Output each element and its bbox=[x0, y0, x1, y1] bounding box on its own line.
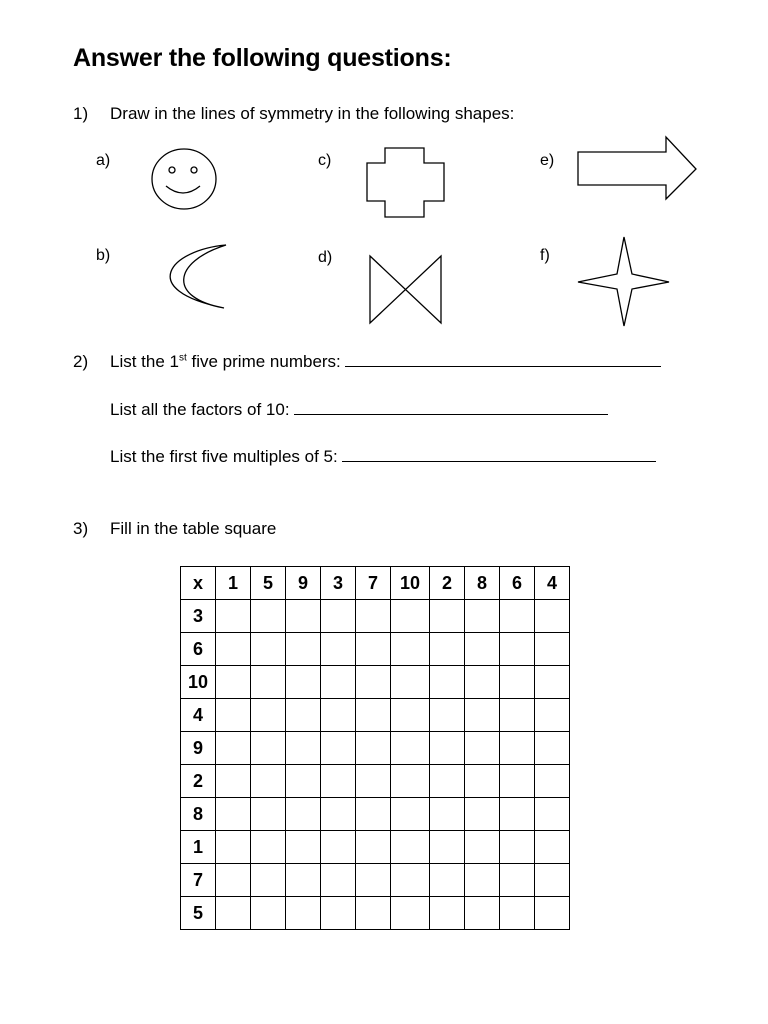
answer-cell[interactable] bbox=[465, 633, 500, 666]
answer-cell[interactable] bbox=[391, 831, 430, 864]
row-header: 6 bbox=[181, 633, 216, 666]
answer-cell[interactable] bbox=[321, 732, 356, 765]
answer-cell[interactable] bbox=[321, 699, 356, 732]
answer-cell[interactable] bbox=[465, 765, 500, 798]
row-header: 4 bbox=[181, 699, 216, 732]
answer-cell[interactable] bbox=[321, 831, 356, 864]
column-header: 4 bbox=[535, 567, 570, 600]
prime-numbers-answer-blank[interactable] bbox=[345, 352, 661, 367]
answer-cell[interactable] bbox=[286, 732, 321, 765]
shape-label-a: a) bbox=[96, 152, 111, 169]
question-1-text: Draw in the lines of symmetry in the following shapes: bbox=[110, 104, 515, 123]
row-header: 7 bbox=[181, 864, 216, 897]
table-row bbox=[181, 864, 570, 897]
answer-cell[interactable] bbox=[465, 666, 500, 699]
answer-cell[interactable] bbox=[535, 897, 570, 930]
answer-cell[interactable] bbox=[356, 831, 391, 864]
answer-cell[interactable] bbox=[216, 732, 251, 765]
answer-cell[interactable] bbox=[500, 798, 535, 831]
column-header: 9 bbox=[286, 567, 321, 600]
answer-cell[interactable] bbox=[430, 831, 465, 864]
answer-cell[interactable] bbox=[251, 765, 286, 798]
answer-cell[interactable] bbox=[391, 600, 430, 633]
answer-cell[interactable] bbox=[251, 600, 286, 633]
answer-cell[interactable] bbox=[535, 633, 570, 666]
answer-cell[interactable] bbox=[391, 897, 430, 930]
answer-cell[interactable] bbox=[216, 600, 251, 633]
answer-cell[interactable] bbox=[356, 600, 391, 633]
prime-numbers-label-prefix: List the 1 bbox=[110, 352, 179, 371]
answer-cell[interactable] bbox=[500, 600, 535, 633]
row-header: 8 bbox=[181, 798, 216, 831]
factors-label: List all the factors of 10: bbox=[110, 400, 290, 419]
answer-cell[interactable] bbox=[251, 831, 286, 864]
answer-cell[interactable] bbox=[216, 633, 251, 666]
answer-cell[interactable] bbox=[216, 897, 251, 930]
column-header: 2 bbox=[430, 567, 465, 600]
question-1-number: 1) bbox=[73, 104, 89, 123]
answer-cell[interactable] bbox=[321, 798, 356, 831]
answer-cell[interactable] bbox=[465, 699, 500, 732]
answer-cell[interactable] bbox=[286, 600, 321, 633]
answer-cell[interactable] bbox=[286, 897, 321, 930]
answer-cell[interactable] bbox=[465, 732, 500, 765]
column-header: 1 bbox=[216, 567, 251, 600]
answer-cell[interactable] bbox=[391, 765, 430, 798]
row-header: 5 bbox=[181, 897, 216, 930]
answer-cell[interactable] bbox=[216, 864, 251, 897]
table-row bbox=[181, 798, 570, 831]
column-header: 5 bbox=[251, 567, 286, 600]
answer-cell[interactable] bbox=[356, 666, 391, 699]
question-3-number: 3) bbox=[73, 519, 89, 538]
row-header: 10 bbox=[181, 666, 216, 699]
answer-cell[interactable] bbox=[356, 897, 391, 930]
answer-cell[interactable] bbox=[356, 699, 391, 732]
answer-cell[interactable] bbox=[321, 633, 356, 666]
page-title: Answer the following questions: bbox=[73, 44, 452, 72]
answer-cell[interactable] bbox=[500, 666, 535, 699]
shape-label-b: b) bbox=[96, 247, 111, 264]
answer-cell[interactable] bbox=[216, 765, 251, 798]
bow-tie-shape bbox=[369, 255, 445, 327]
answer-cell[interactable] bbox=[465, 897, 500, 930]
answer-cell[interactable] bbox=[430, 798, 465, 831]
answer-cell[interactable] bbox=[465, 864, 500, 897]
answer-cell[interactable] bbox=[286, 864, 321, 897]
answer-cell[interactable] bbox=[216, 798, 251, 831]
question-3-text: Fill in the table square bbox=[110, 519, 277, 538]
answer-cell[interactable] bbox=[356, 765, 391, 798]
answer-cell[interactable] bbox=[216, 666, 251, 699]
table-corner-x: x bbox=[181, 567, 216, 600]
answer-cell[interactable] bbox=[251, 633, 286, 666]
answer-cell[interactable] bbox=[391, 864, 430, 897]
shape-label-c: c) bbox=[318, 152, 332, 169]
table-row bbox=[181, 831, 570, 864]
multiples-answer-blank[interactable] bbox=[342, 447, 656, 462]
answer-cell[interactable] bbox=[286, 765, 321, 798]
answer-cell[interactable] bbox=[356, 732, 391, 765]
answer-cell[interactable] bbox=[251, 897, 286, 930]
answer-cell[interactable] bbox=[535, 699, 570, 732]
answer-cell[interactable] bbox=[465, 798, 500, 831]
answer-cell[interactable] bbox=[391, 633, 430, 666]
shape-label-f: f) bbox=[540, 247, 550, 264]
column-header: 6 bbox=[500, 567, 535, 600]
answer-cell[interactable] bbox=[430, 633, 465, 666]
answer-cell[interactable] bbox=[500, 633, 535, 666]
answer-cell[interactable] bbox=[286, 798, 321, 831]
table-row bbox=[181, 600, 570, 633]
answer-cell[interactable] bbox=[465, 831, 500, 864]
answer-cell[interactable] bbox=[321, 897, 356, 930]
answer-cell[interactable] bbox=[535, 732, 570, 765]
answer-cell[interactable] bbox=[430, 897, 465, 930]
four-point-star-shape bbox=[577, 236, 671, 328]
answer-cell[interactable] bbox=[216, 699, 251, 732]
answer-cell[interactable] bbox=[286, 633, 321, 666]
prime-numbers-line bbox=[110, 352, 661, 372]
answer-cell[interactable] bbox=[500, 732, 535, 765]
answer-cell[interactable] bbox=[430, 765, 465, 798]
answer-cell[interactable] bbox=[535, 798, 570, 831]
table-row bbox=[181, 633, 570, 666]
multiplication-table bbox=[180, 566, 570, 930]
answer-cell[interactable] bbox=[391, 666, 430, 699]
table-row bbox=[181, 699, 570, 732]
column-header: 8 bbox=[465, 567, 500, 600]
row-header: 2 bbox=[181, 765, 216, 798]
answer-cell[interactable] bbox=[286, 699, 321, 732]
answer-cell[interactable] bbox=[500, 864, 535, 897]
answer-cell[interactable] bbox=[391, 699, 430, 732]
answer-cell[interactable] bbox=[356, 864, 391, 897]
row-header: 3 bbox=[181, 600, 216, 633]
factors-line bbox=[110, 400, 608, 420]
answer-cell[interactable] bbox=[356, 798, 391, 831]
prime-numbers-label-suffix: five prime numbers: bbox=[186, 352, 341, 371]
factors-answer-blank[interactable] bbox=[294, 400, 608, 415]
answer-cell[interactable] bbox=[535, 600, 570, 633]
answer-cell[interactable] bbox=[321, 864, 356, 897]
answer-cell[interactable] bbox=[356, 633, 391, 666]
answer-cell[interactable] bbox=[430, 600, 465, 633]
table-row bbox=[181, 666, 570, 699]
answer-cell[interactable] bbox=[430, 864, 465, 897]
table-row bbox=[181, 765, 570, 798]
table-header-row bbox=[181, 567, 570, 600]
answer-cell[interactable] bbox=[321, 600, 356, 633]
crescent-moon-shape bbox=[150, 242, 230, 314]
answer-cell[interactable] bbox=[535, 666, 570, 699]
smiley-face-shape bbox=[150, 148, 220, 212]
question-2-number: 2) bbox=[73, 352, 89, 371]
shape-label-d: d) bbox=[318, 249, 333, 266]
answer-cell[interactable] bbox=[430, 732, 465, 765]
arrow-shape bbox=[576, 136, 700, 202]
answer-cell[interactable] bbox=[535, 864, 570, 897]
answer-cell[interactable] bbox=[500, 699, 535, 732]
answer-cell[interactable] bbox=[430, 666, 465, 699]
answer-cell[interactable] bbox=[535, 831, 570, 864]
table-row bbox=[181, 732, 570, 765]
answer-cell[interactable] bbox=[500, 897, 535, 930]
answer-cell[interactable] bbox=[391, 798, 430, 831]
answer-cell[interactable] bbox=[251, 699, 286, 732]
column-header: 3 bbox=[321, 567, 356, 600]
multiples-line bbox=[110, 447, 656, 467]
answer-cell[interactable] bbox=[251, 798, 286, 831]
column-header: 7 bbox=[356, 567, 391, 600]
answer-cell[interactable] bbox=[430, 699, 465, 732]
cross-shape bbox=[366, 146, 448, 220]
answer-cell[interactable] bbox=[500, 765, 535, 798]
table-row bbox=[181, 897, 570, 930]
ordinal-superscript: st bbox=[179, 352, 187, 364]
answer-cell[interactable] bbox=[535, 765, 570, 798]
answer-cell[interactable] bbox=[286, 666, 321, 699]
column-header: 10 bbox=[391, 567, 430, 600]
answer-cell[interactable] bbox=[251, 864, 286, 897]
answer-cell[interactable] bbox=[251, 666, 286, 699]
row-header: 1 bbox=[181, 831, 216, 864]
answer-cell[interactable] bbox=[286, 831, 321, 864]
answer-cell[interactable] bbox=[321, 765, 356, 798]
multiples-label: List the first five multiples of 5: bbox=[110, 447, 338, 466]
answer-cell[interactable] bbox=[216, 831, 251, 864]
answer-cell[interactable] bbox=[251, 732, 286, 765]
row-header: 9 bbox=[181, 732, 216, 765]
shape-label-e: e) bbox=[540, 152, 555, 169]
answer-cell[interactable] bbox=[321, 666, 356, 699]
answer-cell[interactable] bbox=[465, 600, 500, 633]
answer-cell[interactable] bbox=[500, 831, 535, 864]
answer-cell[interactable] bbox=[391, 732, 430, 765]
